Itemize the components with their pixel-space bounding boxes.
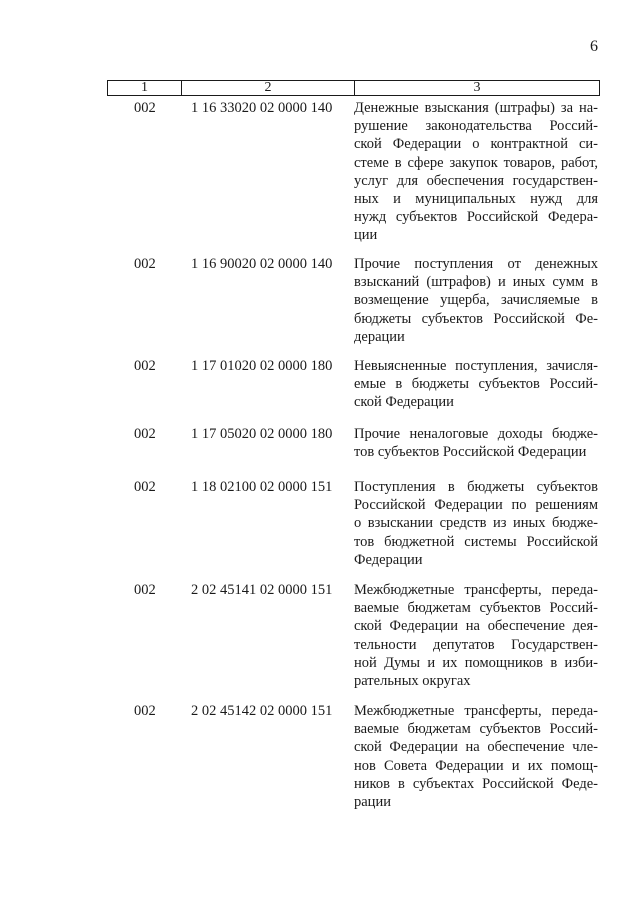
description-line: ции bbox=[354, 227, 378, 244]
budget-code-cell: 2 02 45142 02 0000 151 bbox=[191, 703, 333, 719]
budget-code-cell: 1 18 02100 02 0000 151 bbox=[191, 479, 333, 495]
description-line: Прочие неналоговые доходы бюдже- bbox=[354, 426, 598, 442]
description-line: Прочие поступления от денежных bbox=[354, 256, 598, 272]
description-cell bbox=[354, 425, 598, 461]
description-cell bbox=[354, 99, 598, 245]
description-cell bbox=[354, 255, 598, 346]
budget-code-cell: 1 16 90020 02 0000 140 bbox=[191, 256, 333, 272]
description-line: нужд субъектов Российской Федера- bbox=[354, 209, 598, 226]
description-line: нов Совета Федерации и их помощ- bbox=[354, 757, 598, 774]
description-line: Российской Федерации по решениям bbox=[354, 497, 598, 514]
description-line: ской Федерации о контрактной си- bbox=[354, 136, 598, 153]
description-line: Межбюджетные трансферты, переда- bbox=[354, 703, 598, 719]
description-line: Федерации bbox=[354, 551, 423, 568]
description-line: ных и муниципальных нужд для bbox=[354, 191, 598, 208]
admin-code-cell: 002 bbox=[134, 426, 156, 442]
column-header-1: 1 bbox=[108, 81, 182, 95]
description-cell bbox=[354, 702, 598, 811]
description-line: ской Федерации на обеспечение дея- bbox=[354, 618, 598, 635]
admin-code-cell: 002 bbox=[134, 358, 156, 374]
description-line: рушение законодательства Россий- bbox=[354, 118, 598, 135]
description-line: ной Думы и их помощников в изби- bbox=[354, 654, 598, 671]
description-line: ской Федерации bbox=[354, 394, 454, 411]
admin-code-cell: 002 bbox=[134, 256, 156, 272]
budget-code-cell: 1 17 01020 02 0000 180 bbox=[191, 358, 333, 374]
description-line: рательных округах bbox=[354, 673, 471, 690]
description-line: Денежные взыскания (штрафы) за на- bbox=[354, 100, 598, 116]
description-line: взысканий (штрафов) и иных сумм в bbox=[354, 274, 598, 291]
admin-code-cell: 002 bbox=[134, 703, 156, 719]
description-line: емые в бюджеты субъектов Россий- bbox=[354, 376, 598, 393]
description-line: тов субъектов Российской Федерации bbox=[354, 444, 587, 461]
description-line: ников в субъектах Российской Феде- bbox=[354, 775, 598, 792]
column-header-2: 2 bbox=[182, 81, 355, 95]
description-line: Межбюджетные трансферты, переда- bbox=[354, 582, 598, 598]
budget-code-cell: 1 17 05020 02 0000 180 bbox=[191, 426, 333, 442]
description-line: ской Федерации на обеспечение чле- bbox=[354, 739, 598, 756]
description-line: тов бюджетной системы Российской bbox=[354, 533, 598, 550]
budget-code-cell: 2 02 45141 02 0000 151 bbox=[191, 582, 333, 598]
description-line: возмещение ущерба, зачисляемые в bbox=[354, 292, 598, 309]
description-line: Невыясненные поступления, зачисля- bbox=[354, 358, 598, 374]
description-cell bbox=[354, 581, 598, 690]
admin-code-cell: 002 bbox=[134, 582, 156, 598]
budget-code-cell: 1 16 33020 02 0000 140 bbox=[191, 100, 333, 116]
description-line: рации bbox=[354, 794, 391, 811]
description-line: ваемые бюджетам субъектов Россий- bbox=[354, 600, 598, 617]
column-header-3: 3 bbox=[473, 80, 481, 95]
description-line: ваемые бюджетам субъектов Россий- bbox=[354, 721, 598, 738]
description-cell bbox=[354, 357, 598, 412]
description-line: Поступления в бюджеты субъектов bbox=[354, 479, 598, 495]
admin-code-cell: 002 bbox=[134, 479, 156, 495]
column-header-row bbox=[107, 80, 600, 96]
description-line: о взыскании средств из иных бюдже- bbox=[354, 515, 598, 532]
description-line: дерации bbox=[354, 328, 405, 345]
admin-code-cell: 002 bbox=[134, 100, 156, 116]
description-line: бюджеты субъектов Российской Фе- bbox=[354, 310, 598, 327]
description-line: стеме в сфере закупок товаров, работ, bbox=[354, 154, 598, 171]
description-line: тельности депутатов Государствен- bbox=[354, 636, 598, 653]
description-line: услуг для обеспечения государствен- bbox=[354, 172, 598, 189]
page-number: 6 bbox=[590, 38, 598, 55]
description-cell bbox=[354, 478, 598, 569]
